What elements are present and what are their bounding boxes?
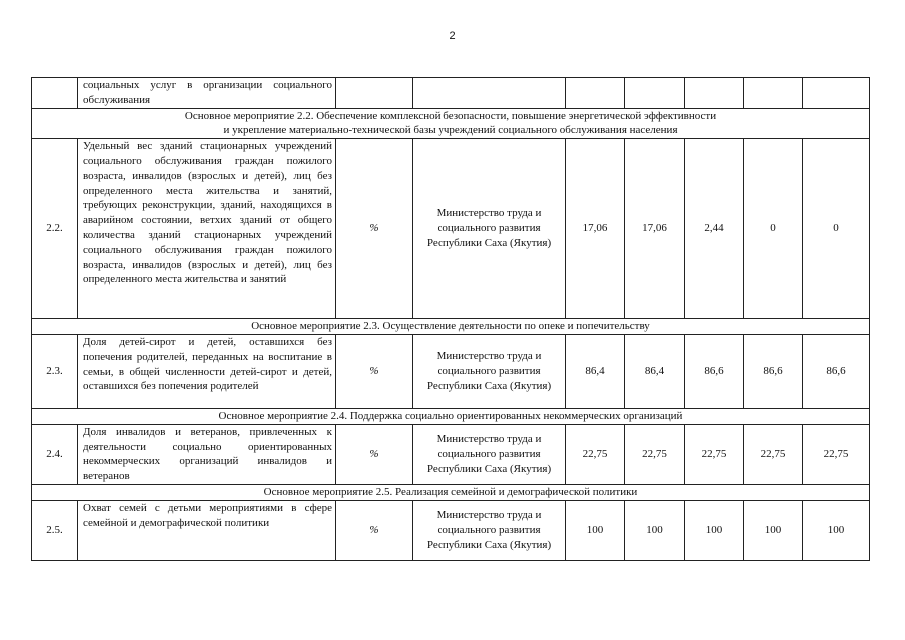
section-header-row [32,108,870,139]
value-cell: 100 [744,500,803,560]
unit: % [336,424,413,484]
row-number-cell [32,78,78,109]
section-header [32,484,870,500]
responsible-org: Министерство труда и социального развития Республики Саха (Якутия) [413,424,566,484]
value-cell: 22,75 [566,424,625,484]
section-header [32,408,870,424]
page-number: 2 [449,30,456,42]
unit: % [336,334,413,408]
value-cell: 17,06 [625,139,685,319]
table-row [32,424,870,484]
value-cell: 100 [803,500,870,560]
value-cell: 0 [803,139,870,319]
unit: % [336,139,413,319]
value-cell [625,78,685,109]
section-header-line: Основное мероприятие 2.2. Обеспечение комплексной безопасности, повышение энергетической эффективности [184,109,717,122]
unit-cell [336,78,413,109]
section-header-line: Основное мероприятие 2.3. Осуществление деятельности по опеке и попечительству [251,320,650,333]
value-cell: 100 [566,500,625,560]
table-row [32,139,870,319]
value-cell: 86,6 [803,334,870,408]
section-header [32,319,870,335]
indicator-description: Доля инвалидов и ветеранов, привлеченных к деятельности социально ориентированных некоммерческих организаций инвалидов и ветеранов [78,424,336,484]
indicator-description: социальных услуг в организации социального обслуживания [78,78,336,109]
row-number: 2.2. [32,139,78,319]
section-header-line: Основное мероприятие 2.5. Реализация семейной и демографической политики [263,485,638,498]
section-header-row [32,319,870,335]
section-header-line: и укрепление материально-технической базы учреждений социального обслуживания населения [223,124,678,137]
row-number: 2.5. [32,500,78,560]
value-cell: 86,4 [566,334,625,408]
indicator-description: Охват семей с детьми мероприятиями в сфере семейной и демографической политики [78,500,336,560]
value-cell: 86,4 [625,334,685,408]
value-cell: 86,6 [744,334,803,408]
value-cell: 100 [685,500,744,560]
section-header-row [32,408,870,424]
responsible-org: Министерство труда и социального развития Республики Саха (Якутия) [413,500,566,560]
table-row [32,500,870,560]
responsible-org: Министерство труда и социального развития Республики Саха (Якутия) [413,334,566,408]
section-header-line: Основное мероприятие 2.4. Поддержка социально ориентированных некоммерческих организаций [218,409,683,422]
value-cell: 100 [625,500,685,560]
value-cell: 17,06 [566,139,625,319]
indicator-description: Доля детей-сирот и детей, оставшихся без попечения родителей, переданных на воспитание в семьи, в общей численности детей-сирот и детей, оставшихся без попечения родителей [78,334,336,408]
value-cell [685,78,744,109]
value-cell: 86,6 [685,334,744,408]
value-cell: 0 [744,139,803,319]
value-cell [744,78,803,109]
value-cell: 22,75 [744,424,803,484]
value-cell: 22,75 [685,424,744,484]
row-number: 2.4. [32,424,78,484]
value-cell [803,78,870,109]
value-cell: 22,75 [803,424,870,484]
table-row [32,334,870,408]
responsible-org: Министерство труда и социального развития Республики Саха (Якутия) [413,139,566,319]
row-number: 2.3. [32,334,78,408]
indicator-description: Удельный вес зданий стационарных учреждений социального обслуживания граждан пожилого возраста, инвалидов (взрослых и детей), лиц без определенного места жительства и занятий, требующих реконструкции, зданий, находящихся в аварийном состоянии, ветхих зданий от общего количества зданий стационарных учреждений социального обслуживания граждан пожилого возраста, инвалидов (взрослых и детей), лиц без определенного места жительства и занятий [78,139,336,319]
responsible-org-cell [413,78,566,109]
section-header [32,108,870,139]
table-row [32,78,870,109]
unit: % [336,500,413,560]
section-header-row [32,484,870,500]
indicators-table [31,77,870,561]
value-cell [566,78,625,109]
value-cell: 22,75 [625,424,685,484]
value-cell: 2,44 [685,139,744,319]
